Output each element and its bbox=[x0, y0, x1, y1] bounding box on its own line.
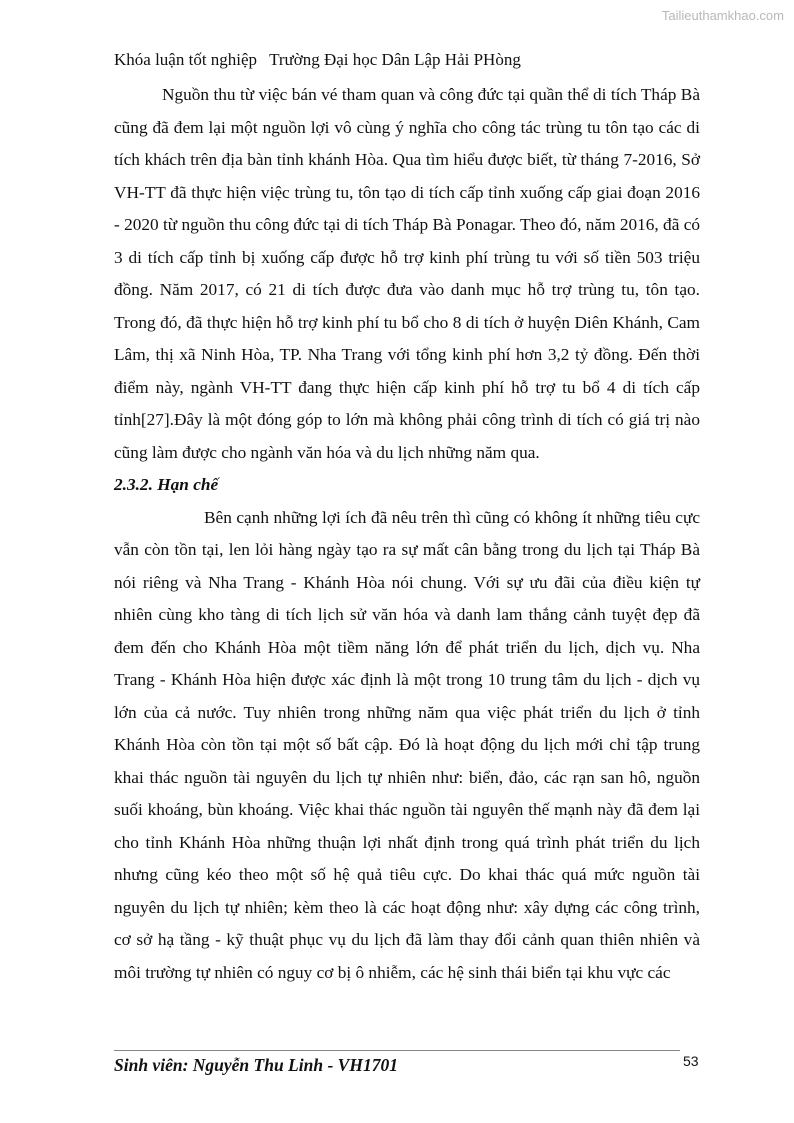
footer-divider bbox=[114, 1050, 680, 1051]
watermark: Tailieuthamkhao.com bbox=[661, 8, 784, 23]
page-number: 53 bbox=[683, 1053, 699, 1069]
section-heading: 2.3.2. Hạn chế bbox=[114, 475, 219, 494]
paragraph-revenue: Nguồn thu từ việc bán vé tham quan và công đức tại quần thể di tích Tháp Bà cũng đã đem lại một nguồn lợi vô cùng ý nghĩa cho công tác trùng tu tôn tạo các di tích khách trên địa bàn tỉnh khánh Hòa. Qua tìm hiểu được biết, từ tháng 7-2016, Sở VH-TT đã thực hiện việc trùng tu, tôn tạo di tích cấp tỉnh xuống cấp giai đoạn 2016 - 2020 từ nguồn thu công đức tại di tích Tháp Bà Ponagar. Theo đó, năm 2016, đã có 3 di tích cấp tỉnh bị xuống cấp được hỗ trợ kinh phí trùng tu với số tiền 503 triệu đồng. Năm 2017, có 21 di tích được đưa vào danh mục hỗ trợ trùng tu, tôn tạo. Trong đó, đã thực hiện hỗ trợ kinh phí tu bổ cho 8 di tích ở huyện Diên Khánh, Cam Lâm, thị xã Ninh Hòa, TP. Nha Trang với tổng kinh phí hơn 3,2 tỷ đồng. Đến thời điểm này, ngành VH-TT đang thực hiện cấp kinh phí hỗ trợ tu bổ 4 di tích cấp tỉnh[27].Đây là một đóng góp to lớn mà không phải công trình di tích có giá trị nào cũng làm được cho ngành văn hóa và du lịch những năm qua. bbox=[114, 85, 700, 462]
page-body bbox=[114, 79, 700, 989]
header-thesis: Khóa luận tốt nghiệp bbox=[114, 50, 258, 69]
header-school: Trường Đại học Dân Lập Hải PHòng bbox=[269, 50, 521, 69]
page-header bbox=[114, 50, 521, 70]
paragraph-limitations: Bên cạnh những lợi ích đã nêu trên thì cũng có không ít những tiêu cực vẫn còn tồn tại, len lỏi hàng ngày tạo ra sự mất cân bằng trong du lịch tại Tháp Bà nói riêng và Nha Trang - Khánh Hòa nói chung. Với sự ưu đãi của điều kiện tự nhiên cùng kho tàng di tích lịch sử văn hóa và danh lam thắng cảnh tuyệt đẹp đã đem đến cho Khánh Hòa một tiềm năng lớn để phát triển du lịch, dịch vụ. Nha Trang - Khánh Hòa hiện được xác định là một trong 10 trung tâm du lịch - dịch vụ lớn của cả nước. Tuy nhiên trong những năm qua việc phát triển du lịch ở tỉnh Khánh Hòa còn tồn tại một số bất cập. Đó là hoạt động du lịch mới chỉ tập trung khai thác nguồn tài nguyên du lịch tự nhiên như: biển, đảo, các rạn san hô, nguồn suối khoáng, bùn khoáng. Việc khai thác nguồn tài nguyên thế mạnh này đã đem lại cho tỉnh Khánh Hòa những thuận lợi nhất định trong quá trình phát triển du lịch nhưng cũng kéo theo một số hệ quả tiêu cực. Do khai thác quá mức nguồn tài nguyên du lịch tự nhiên; kèm theo là các hoạt động như: xây dựng các công trình, cơ sở hạ tầng - kỹ thuật phục vụ du lịch đã làm thay đổi cảnh quan thiên nhiên và môi trường tự nhiên có nguy cơ bị ô nhiễm, các hệ sinh thái biển tại khu vực các bbox=[114, 507, 700, 982]
footer-student: Sinh viên: Nguyễn Thu Linh - VH1701 bbox=[114, 1055, 398, 1075]
